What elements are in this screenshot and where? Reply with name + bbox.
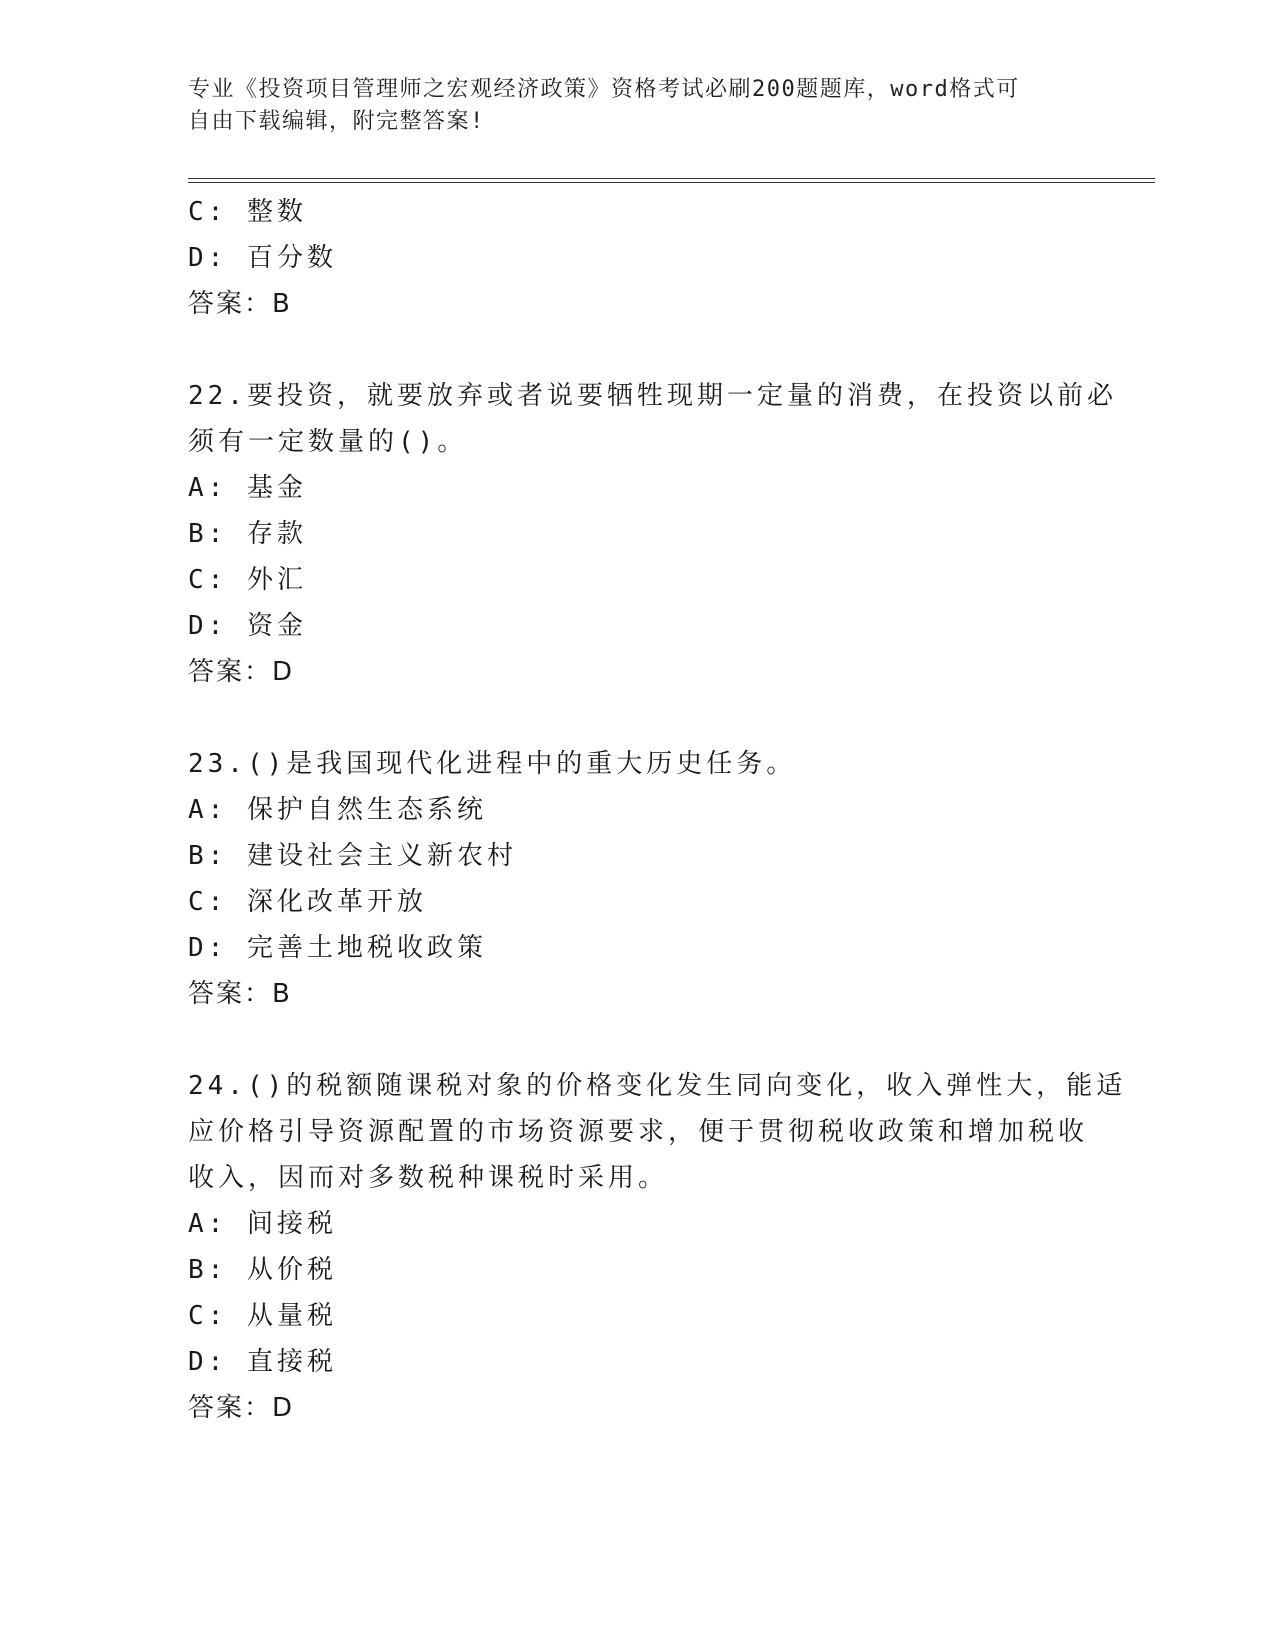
header-divider	[188, 178, 1155, 183]
option-c: C: 深化改革开放	[188, 887, 427, 917]
question-text: 收入，因而对多数税种课税时采用。	[188, 1163, 669, 1193]
option-a: A: 间接税	[188, 1209, 337, 1239]
option-d: D: 完善土地税收政策	[188, 933, 487, 963]
answer-line: 答案：B	[188, 979, 292, 1009]
page-header	[188, 74, 1088, 138]
option-d: D: 百分数	[188, 243, 337, 273]
question-24	[188, 1063, 1127, 1431]
option-c: C: 整数	[188, 197, 307, 227]
answer-line: 答案：B	[188, 289, 292, 319]
header-line-1: 专业《投资项目管理师之宏观经济政策》资格考试必刷200题题库，word格式可	[188, 77, 1020, 102]
question-text: 23.()是我国现代化进程中的重大历史任务。	[188, 749, 797, 779]
option-a: A: 基金	[188, 473, 307, 503]
answer-line: 答案：D	[188, 657, 295, 687]
question-text: 须有一定数量的()。	[188, 427, 468, 457]
option-b: B: 从价税	[188, 1255, 337, 1285]
spacer	[188, 327, 1088, 373]
answer-line: 答案：D	[188, 1393, 295, 1423]
spacer	[188, 695, 1088, 741]
question-22	[188, 373, 1117, 695]
question-text: 应价格引导资源配置的市场资源要求，便于贯彻税收政策和增加税收	[188, 1117, 1089, 1147]
option-a: A: 保护自然生态系统	[188, 795, 487, 825]
option-c: C: 从量税	[188, 1301, 337, 1331]
question-21-tail	[188, 189, 1088, 327]
spacer	[188, 1017, 1088, 1063]
question-text: 22.要投资，就要放弃或者说要牺牲现期一定量的消费，在投资以前必	[188, 381, 1117, 411]
question-23	[188, 741, 1088, 1017]
option-d: D: 资金	[188, 611, 307, 641]
option-b: B: 存款	[188, 519, 307, 549]
question-text: 24.()的税额随课税对象的价格变化发生同向变化，收入弹性大，能适	[188, 1071, 1127, 1101]
option-b: B: 建设社会主义新农村	[188, 841, 517, 871]
document-body	[188, 189, 1127, 1431]
header-line-2: 自由下载编辑，附完整答案!	[188, 109, 485, 134]
option-c: C: 外汇	[188, 565, 307, 595]
option-d: D: 直接税	[188, 1347, 337, 1377]
